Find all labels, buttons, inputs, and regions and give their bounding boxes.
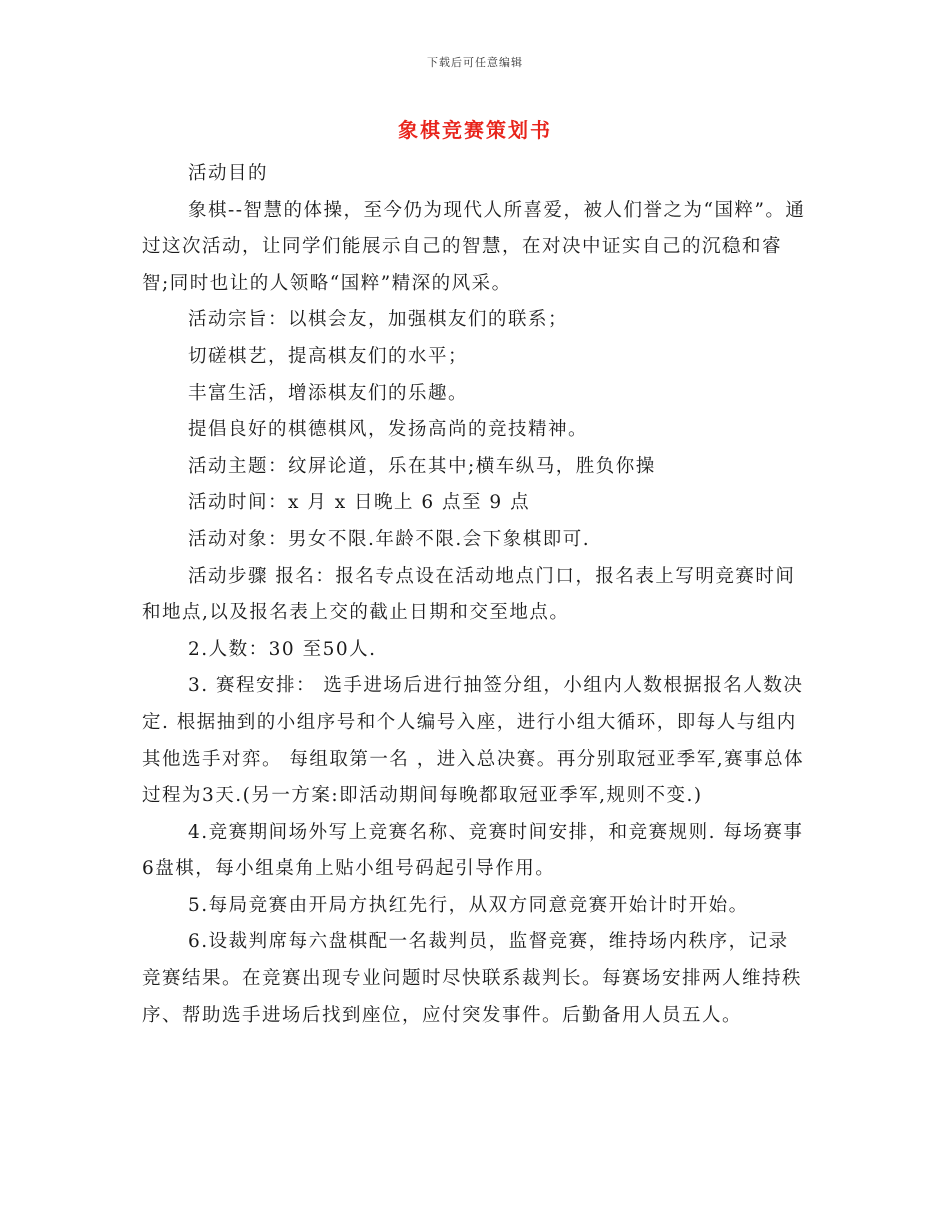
paragraph-step-registration: 活动步骤 报名：报名专点设在活动地点门口，报名表上写明竞赛时间和地点,以及报名表上交的截止日期和交至地点。 — [142, 565, 796, 624]
paragraph-theme: 活动主题：纹屏论道，乐在其中;横车纵马，胜负你操 — [188, 455, 656, 477]
paragraph-step-timing: 5.每局竞赛由开局方执红先行，从双方同意竞赛开始计时开始。 — [188, 894, 749, 916]
page-header-note: 下载后可任意编辑 — [427, 56, 523, 69]
paragraph-step-referees: 6.设裁判席每六盘棋配一名裁判员，监督竞赛，维持场内秩序，记录竞赛结果。在竞赛出现专业问题时尽快联系裁判长。每赛场安排两人维持秩序、帮助选手进场后找到座位，应付突发事件。后勤备用人员五人。 — [142, 931, 803, 1026]
paragraph-purpose-heading: 活动目的 — [188, 163, 269, 184]
paragraph-step-headcount: 2.人数：30 至50人. — [188, 638, 377, 660]
paragraph-tenet-skill: 切磋棋艺，提高棋友们的水平； — [188, 345, 469, 367]
paragraph-time: 活动时间：x 月 x 日晚上 6 点至 9 点 — [188, 492, 531, 514]
paragraph-step-schedule: 3. 赛程安排： 选手进场后进行抽签分组，小组内人数根据报名人数决定. 根据抽到的小组序号和个人编号入座，进行小组大循环，即每人与组内其他选手对弈。 每组取第一名 ，进入总决赛。再分别取冠亚季军,赛事总体过程为3天.(另一方案:即活动期间每晚都取冠亚季军,规则不变.) — [142, 675, 805, 807]
paragraph-tenet-ethics: 提倡良好的棋德棋风，发扬高尚的竞技精神。 — [188, 419, 589, 441]
paragraph-audience: 活动对象：男女不限.年龄不限.会下象棋即可. — [188, 528, 591, 550]
paragraph-purpose-text: 象棋--智慧的体操，至今仍为现代人所喜爱，被人们誉之为“国粹”。通过这次活动，让同学们能展示自己的智慧，在对决中证实自己的沉稳和睿智;同时也让的人领略“国粹”精深的风采。 — [142, 199, 806, 294]
paragraph-tenet-life: 丰富生活，增添棋友们的乐趣。 — [188, 382, 469, 404]
document-title: 象棋竞赛策划书 — [398, 118, 552, 142]
paragraph-step-signage: 4.竞赛期间场外写上竞赛名称、竞赛时间安排，和竞赛规则. 每场赛事6盘棋，每小组桌角上贴小组号码起引导作用。 — [142, 821, 804, 880]
paragraph-tenet: 活动宗旨：以棋会友，加强棋友们的联系； — [188, 309, 569, 331]
document-body — [142, 156, 806, 1034]
